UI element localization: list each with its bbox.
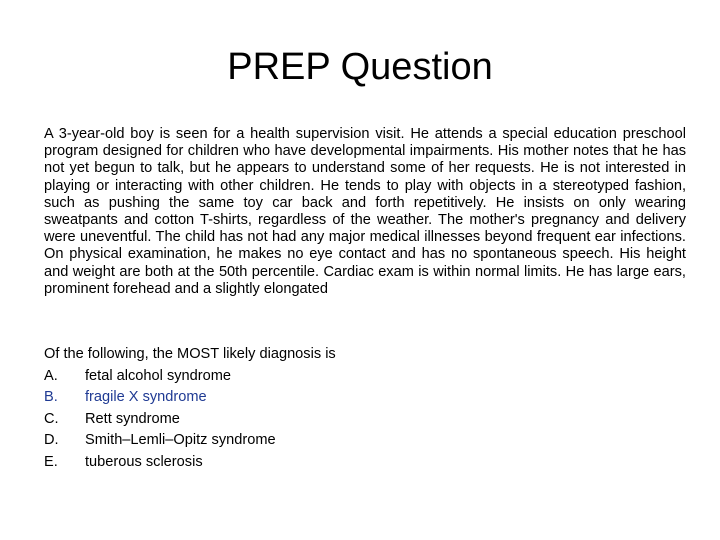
option-b-correct-answer: [44, 387, 686, 409]
question-stem: A 3-year-old boy is seen for a health supervision visit. He attends a special education preschool program designed for children who have developmental impairments. His mother notes that he has not yet begun to talk, but he appears to understand some of her requests. He is not interested in playing or interacting with other children. He tends to play with objects in a stereotyped fashion, such as pushing the same toy car back and forth repetitively. He insists on only wearing sweatpants and cotton T-shirts, regardless of the weather. The mother's pregnancy and delivery were uneventful. The child has not had any major medical illnesses beyond frequent ear infections. On physical examination, he makes no eye contact and has no spontaneous speech. His height and weight are both at the 50th percentile. Cardiac exam is within normal limits. He has large ears, prominent forehead and a slightly elongated: [44, 126, 686, 297]
option-text: fragile X syndrome: [85, 389, 207, 406]
option-letter: B.: [44, 389, 58, 406]
question-block: [44, 344, 686, 474]
option-e: [44, 452, 686, 474]
option-text: Rett syndrome: [85, 410, 180, 427]
option-letter: C.: [44, 410, 59, 427]
question-prompt: Of the following, the MOST likely diagnosis is: [44, 346, 336, 362]
option-text: tuberous sclerosis: [85, 453, 203, 470]
option-text: Smith–Lemli–Opitz syndrome: [85, 432, 276, 449]
option-letter: D.: [44, 432, 59, 449]
option-letter: A.: [44, 367, 58, 384]
option-d: [44, 430, 686, 452]
option-c: [44, 409, 686, 431]
option-a: [44, 366, 686, 388]
slide-title: PREP Question: [227, 46, 493, 88]
option-letter: E.: [44, 453, 58, 470]
option-text: fetal alcohol syndrome: [85, 367, 232, 384]
